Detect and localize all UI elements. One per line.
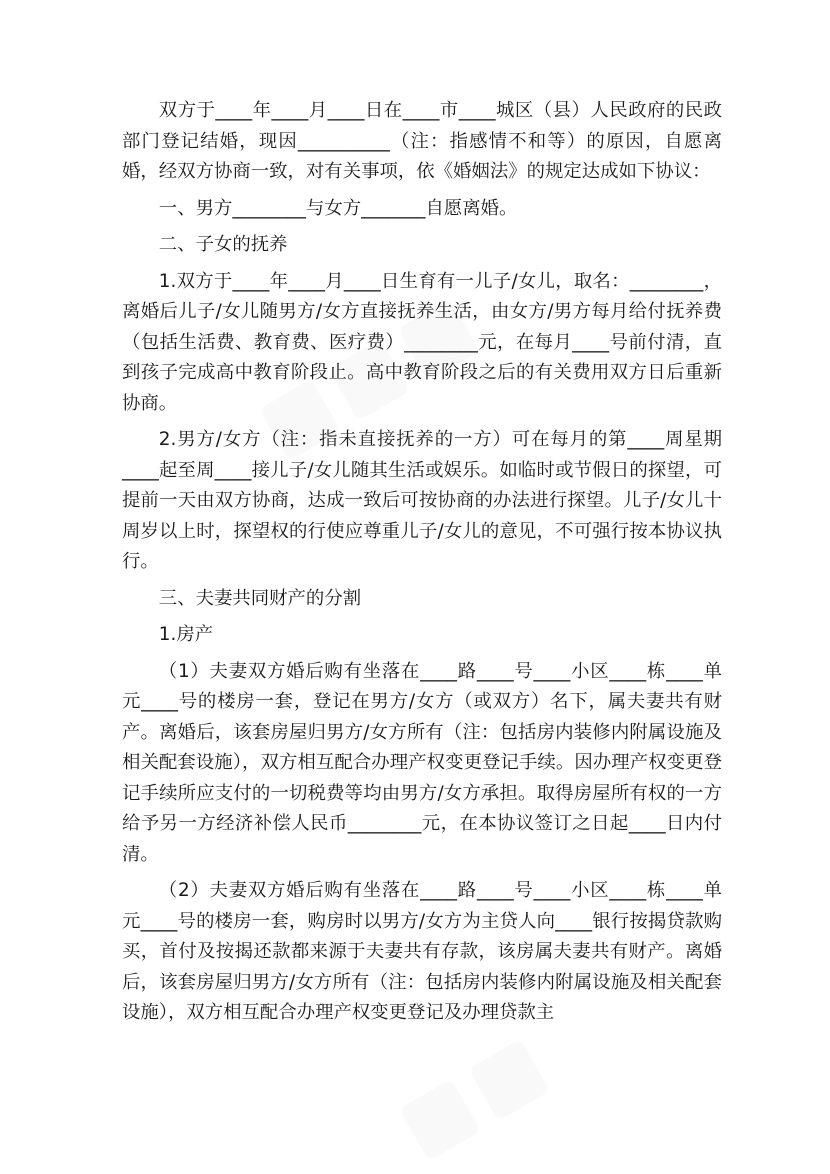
property-item-1: （1）夫妻双方婚后购有坐落在____路____号____小区____栋____单元____号的楼房一套，登记在男方/女方（或双方）名下，属夫妻共有财产。离婚后，该套房屋归男方/女方所有（注：包括房内装修内附属设施及相关配套设施），双方相互配合办理产权变更登记手续。因办理产权变更登记手续所应支付的一切税费等均由男方/女方承担。取得房屋所有权的一方给予另一方经济补偿人民币________元，在本协议签订之日起____日内付清。 [122,660,722,865]
section-2-heading: 二、子女的抚养 [158,234,288,255]
section-3-heading: 三、夫妻共同财产的分割 [158,587,362,609]
clause-1-divorce: 一、男方________与女方_______自愿离婚。 [158,197,518,219]
property-item-2: （2）夫妻双方婚后购有坐落在____路____号____小区____栋____单元____号的楼房一套，购房时以男方/女方为主贷人向____银行按揭贷款购买，首付及按揭还款都来源于夫妻共有存款，该房属夫妻共有财产。离婚后，该套房屋归男方/女方所有（注：包括房内装修内附属设施及相关配套设施），双方相互配合办理产权变更登记及办理贷款主 [122,880,722,1023]
child-support-paragraph: 1.双方于____年____月____日生育有一儿子/女儿，取名：________，离婚后儿子/女儿随男方/女方直接抚养生活，由女方/男方每月给付抚养费（包括生活费、教育费、医疗费）________元，在每月____号前付清，直到孩子完成高中教育阶段止。高中教育阶段之后的有关费用双方日后重新协商。 [122,270,722,414]
property-subheading: 1.房产 [158,624,214,645]
agreement-body [122,96,722,1029]
preamble-paragraph: 双方于____年____月____日在____市____城区（县）人民政府的民政部门登记结婚，现因__________（注：指感情不和等）的原因，自愿离婚，经双方协商一致，对有关事项，依《婚姻法》的规定达成如下协议： [122,100,722,182]
visitation-paragraph: 2.男方/女方（注：指未直接抚养的一方）可在每月的第____周星期____起至周____接儿子/女儿随其生活或娱乐。如临时或节假日的探望，可提前一天由双方协商，达成一致后可按协商的办法进行探望。儿子/女儿十周岁以上时，探望权的行使应尊重儿子/女儿的意见，不可强行按本协议执行。 [122,429,722,572]
